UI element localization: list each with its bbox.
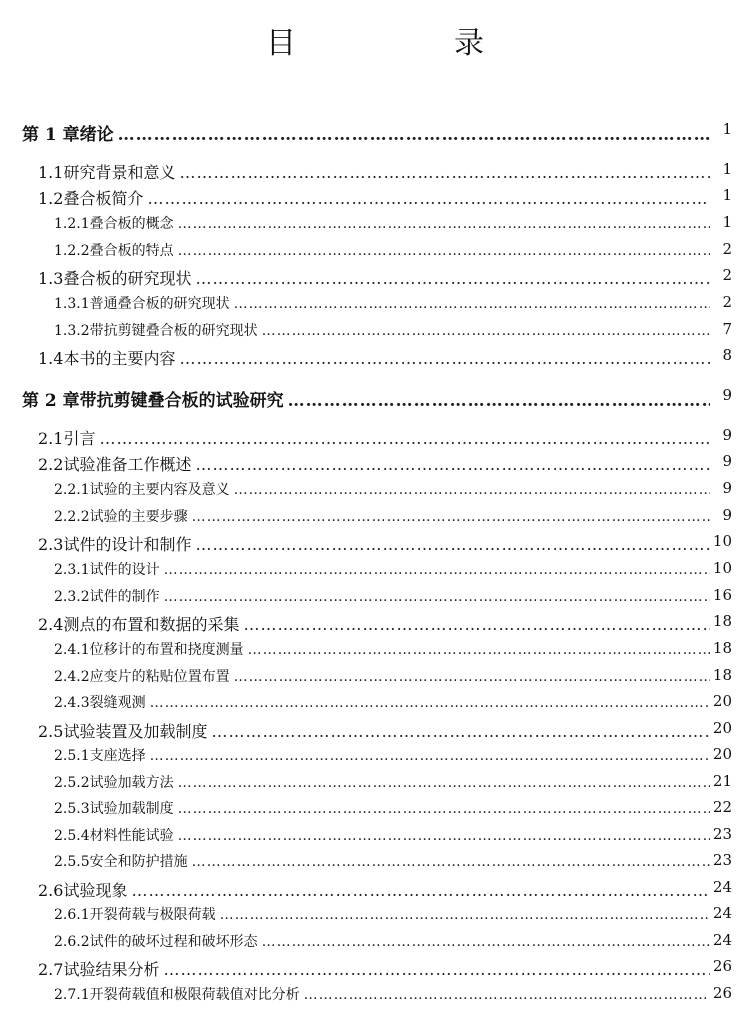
toc-section-entry[interactable] [0,666,750,686]
toc-entry-title: 应变片的粘贴位置布置 [89,669,230,685]
toc-section-entry[interactable] [0,798,750,818]
toc-entry-number: 1.2 [38,189,64,208]
toc-entry-number: 1.3.2 [54,323,90,339]
toc-leader-dots [118,125,710,145]
toc-entry-number: 2.5.3 [54,801,90,817]
toc-page-number: 1 [722,120,732,138]
toc-section-entry[interactable] [0,957,750,980]
toc-entry-title: 材料性能试验 [89,828,174,844]
toc-leader-dots [192,509,710,525]
toc-entry-title: 测点的布置和数据的采集 [63,615,240,634]
toc-leader-dots [178,775,710,791]
toc-entry-number: 1.2.1 [54,216,90,232]
toc-entry-title: 叠合板的概念 [89,216,174,232]
toc-section-entry[interactable] [0,426,750,449]
toc-leader-dots [178,216,710,232]
toc-leader-dots [164,562,710,578]
toc-entry-title: 试件的破坏过程和破坏形态 [89,934,258,950]
toc-entry-title: 本书的主要内容 [63,349,176,368]
toc-leader-dots [234,669,710,685]
toc-page-number: 18 [712,612,732,630]
toc-section-entry[interactable] [0,452,750,475]
toc-entry-title: 试验装置及加载制度 [63,722,208,741]
toc-section-entry[interactable] [0,719,750,742]
toc-leader-dots [179,163,710,182]
toc-entry-number: 2.5.2 [54,775,90,791]
toc-entry-number: 2.3 [38,535,64,554]
toc-page-number: 23 [712,851,732,869]
toc-entry-number: 1.3 [38,269,64,288]
toc-entry-number: 2.6.1 [54,907,90,923]
toc-section-entry[interactable] [0,904,750,924]
toc-page-number: 20 [712,719,732,737]
toc-section-entry[interactable] [0,612,750,635]
toc-page-number: 21 [712,772,732,790]
toc-leader-dots [248,642,710,658]
toc-page-number: 18 [712,639,732,657]
toc-leader-dots [195,269,710,288]
toc-page-number: 10 [712,559,732,577]
toc-leader-dots [192,854,710,870]
toc-entry-number: 2.7 [38,960,64,979]
toc-entry-title: 试验结果分析 [63,960,160,979]
toc-entry-title: 裂缝观测 [89,695,146,711]
toc-entry-number: 2.5.5 [54,854,90,870]
toc-entry-number: 2.4.1 [54,642,90,658]
toc-section-entry[interactable] [0,186,750,209]
toc-page-number: 1 [722,213,732,231]
toc-page-number: 9 [722,386,732,404]
toc-entry-number: 第 2 章 [22,391,80,411]
toc-entry-title: 支座选择 [89,748,146,764]
toc-entry-title: 试验的主要步骤 [89,509,188,525]
toc-entry-title: 叠合板的特点 [89,243,174,259]
toc-entry-title: 开裂荷载值和极限荷载值对比分析 [89,987,300,1003]
toc-section-entry[interactable] [0,772,750,792]
toc-entry-title: 叠合板简介 [63,189,144,208]
toc-leader-dots [163,960,710,979]
toc-entry-title: 试验现象 [63,881,128,900]
toc-section-entry[interactable] [0,745,750,765]
toc-entry-number: 2.2 [38,455,64,474]
toc-page-number: 23 [712,825,732,843]
toc-page-number: 1 [722,160,732,178]
toc-section-entry[interactable] [0,266,750,289]
toc-leader-dots [220,907,710,923]
toc-page-number: 7 [722,320,732,338]
toc-leader-dots [234,482,710,498]
toc-page-number: 9 [722,479,732,497]
page-title: 目 录 [266,26,548,61]
toc-leader-dots [150,695,710,711]
toc-page-number: 2 [722,293,732,311]
toc-leader-dots [262,934,710,950]
toc-entry-number: 2.4 [38,615,64,634]
toc-section-entry[interactable] [0,240,750,260]
toc-page-number: 2 [722,266,732,284]
toc-entry-title: 试件的设计 [89,562,160,578]
toc-leader-dots [164,589,710,605]
toc-entry-title: 试验准备工作概述 [63,455,192,474]
toc-page-number: 18 [712,666,732,684]
toc-page-number: 22 [712,798,732,816]
toc-entry-number: 2.3.2 [54,589,90,605]
toc-section-entry[interactable] [0,559,750,579]
toc-entry-title: 带抗剪键叠合板的研究现状 [89,323,258,339]
toc-section-entry[interactable] [0,479,750,499]
toc-leader-dots [211,722,710,741]
toc-entry-title: 试验的主要内容及意义 [89,482,230,498]
toc-section-entry[interactable] [0,213,750,233]
toc-entry-number: 1.3.1 [54,296,90,312]
toc-entry-number: 1.2.2 [54,243,90,259]
toc-page-number: 9 [722,506,732,524]
toc-entry-title: 开裂荷载与极限荷载 [89,907,216,923]
toc-entry-number: 2.4.2 [54,669,90,685]
toc-leader-dots [288,391,710,411]
toc-section-entry[interactable] [0,506,750,526]
toc-entry-number: 1.4 [38,349,64,368]
toc-page-number: 9 [722,426,732,444]
toc-section-entry[interactable] [0,931,750,951]
toc-entry-title: 试验加载制度 [89,801,174,817]
toc-entry-title: 普通叠合板的研究现状 [89,296,230,312]
toc-section-entry[interactable] [0,160,750,183]
toc-leader-dots [150,748,710,764]
toc-page-number: 16 [712,586,732,604]
toc-page-number: 26 [712,957,732,975]
toc-chapter-entry[interactable] [0,386,750,411]
toc-section-entry[interactable] [0,878,750,901]
toc-leader-dots [131,881,710,900]
toc-entry-number: 2.1 [38,429,64,448]
toc-entry-number: 1.1 [38,163,64,182]
toc-entry-number: 第 1 章 [22,125,80,145]
toc-leader-dots [234,296,710,312]
toc-section-entry[interactable] [0,346,750,369]
toc-entry-number: 2.6 [38,881,64,900]
toc-entry-title: 试件的设计和制作 [63,535,192,554]
toc-entry-title: 位移计的布置和挠度测量 [89,642,244,658]
toc-leader-dots [178,243,710,259]
toc-entry-number: 2.3.1 [54,562,90,578]
toc-leader-dots [99,429,710,448]
toc-page-number: 10 [712,532,732,550]
toc-entry-title: 带抗剪键叠合板的试验研究 [79,391,284,411]
toc-section-entry[interactable] [0,293,750,313]
toc-section-entry[interactable] [0,639,750,659]
toc-leader-dots [304,987,710,1003]
toc-leader-dots [178,801,710,817]
toc-page-number: 20 [712,692,732,710]
toc-section-entry[interactable] [0,692,750,712]
toc-page-number: 26 [712,984,732,1002]
toc-entry-number: 2.2.2 [54,509,90,525]
toc-chapter-entry[interactable] [0,120,750,145]
toc-entry-title: 叠合板的研究现状 [63,269,192,288]
toc-page-number: 24 [712,931,732,949]
toc-entry-title: 绪论 [79,125,114,145]
toc-entry-title: 研究背景和意义 [63,163,176,182]
toc-section-entry[interactable] [0,532,750,555]
toc-leader-dots [179,349,710,368]
toc-entry-number: 2.5.1 [54,748,90,764]
toc-entry-title: 引言 [63,429,96,448]
toc-leader-dots [178,828,710,844]
toc-page-number: 8 [722,346,732,364]
toc-page-number: 9 [722,452,732,470]
toc-leader-dots [147,189,710,208]
toc-entry-number: 2.5.4 [54,828,90,844]
toc-leader-dots [195,455,710,474]
toc-entry-number: 2.5 [38,722,64,741]
toc-section-entry[interactable] [0,851,750,871]
toc-entry-title: 试件的制作 [89,589,160,605]
toc-section-entry[interactable] [0,586,750,606]
toc-entry-number: 2.6.2 [54,934,90,950]
toc-section-entry[interactable] [0,825,750,845]
toc-entry-number: 2.2.1 [54,482,90,498]
toc-page-number: 1 [722,186,732,204]
toc-leader-dots [262,323,710,339]
toc-leader-dots [243,615,710,634]
toc-entry-title: 试验加载方法 [89,775,174,791]
toc-section-entry[interactable] [0,320,750,340]
toc-leader-dots [195,535,710,554]
toc-entry-number: 2.4.3 [54,695,90,711]
toc-section-entry[interactable] [0,984,750,1004]
toc-page-number: 24 [712,878,732,896]
toc-entry-number: 2.7.1 [54,987,90,1003]
toc-entry-title: 安全和防护措施 [89,854,188,870]
toc-page-number: 20 [712,745,732,763]
toc-page-number: 24 [712,904,732,922]
toc-page-number: 2 [722,240,732,258]
